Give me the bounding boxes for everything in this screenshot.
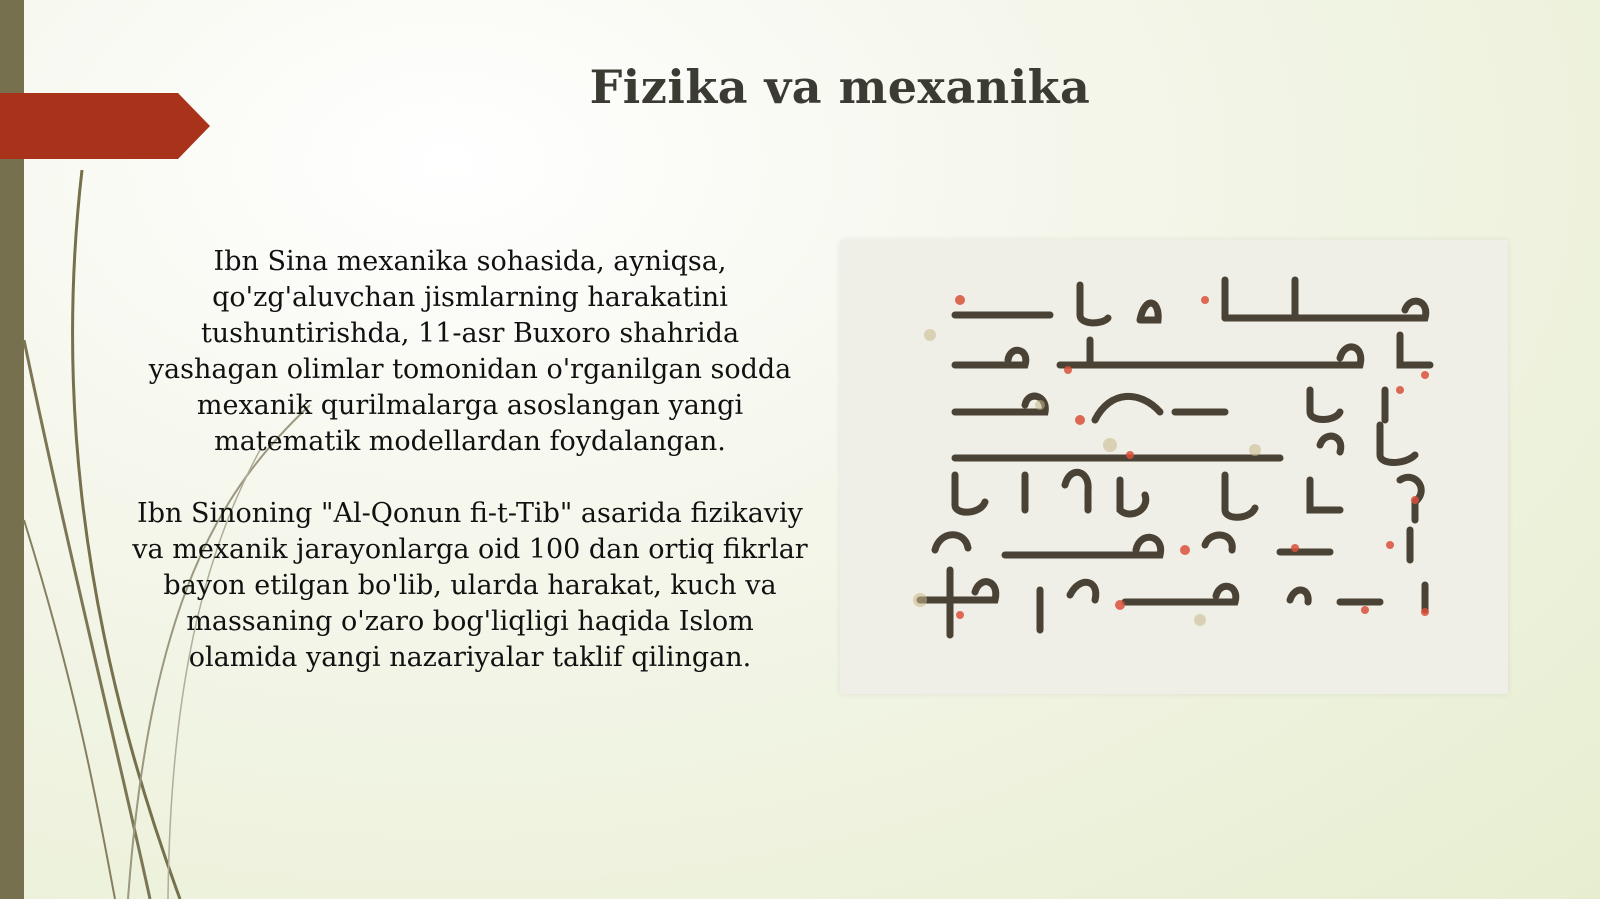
text-line: olamida yangi nazariyalar taklif qilingan. [188,642,752,673]
accent-arrow-shape [0,93,210,159]
kufic-manuscript-image [840,240,1508,694]
manuscript-calligraphy-icon [840,240,1508,694]
body-text [100,244,840,676]
paragraph-1 [100,244,840,460]
text-line: tushuntirishda, 11-asr Buxoro shahrida [200,318,740,349]
text-line: qo'zg'aluvchan jismlarning harakatini [212,282,728,313]
text-line: Ibn Sinoning "Al-Qonun fi-t-Tib" asarida fizikaviy [137,498,803,529]
text-line: massaning o'zaro bog'liqligi haqida Islom [186,606,754,637]
slide-title: Fizika va mexanika [589,60,1091,114]
text-line: mexanik qurilmalarga asoslangan yangi [196,390,744,421]
text-line: bayon etilgan bo'lib, ularda harakat, kuch va [163,570,777,601]
text-line: va mexanik jarayonlarga oid 100 dan ortiq fikrlar [132,534,808,565]
paragraph-2 [100,496,840,676]
text-line: matematik modellardan foydalangan. [214,426,726,457]
text-line: Ibn Sina mexanika sohasida, ayniqsa, [213,246,727,277]
text-line: yashagan olimlar tomonidan o'rganilgan sodda [148,354,792,385]
